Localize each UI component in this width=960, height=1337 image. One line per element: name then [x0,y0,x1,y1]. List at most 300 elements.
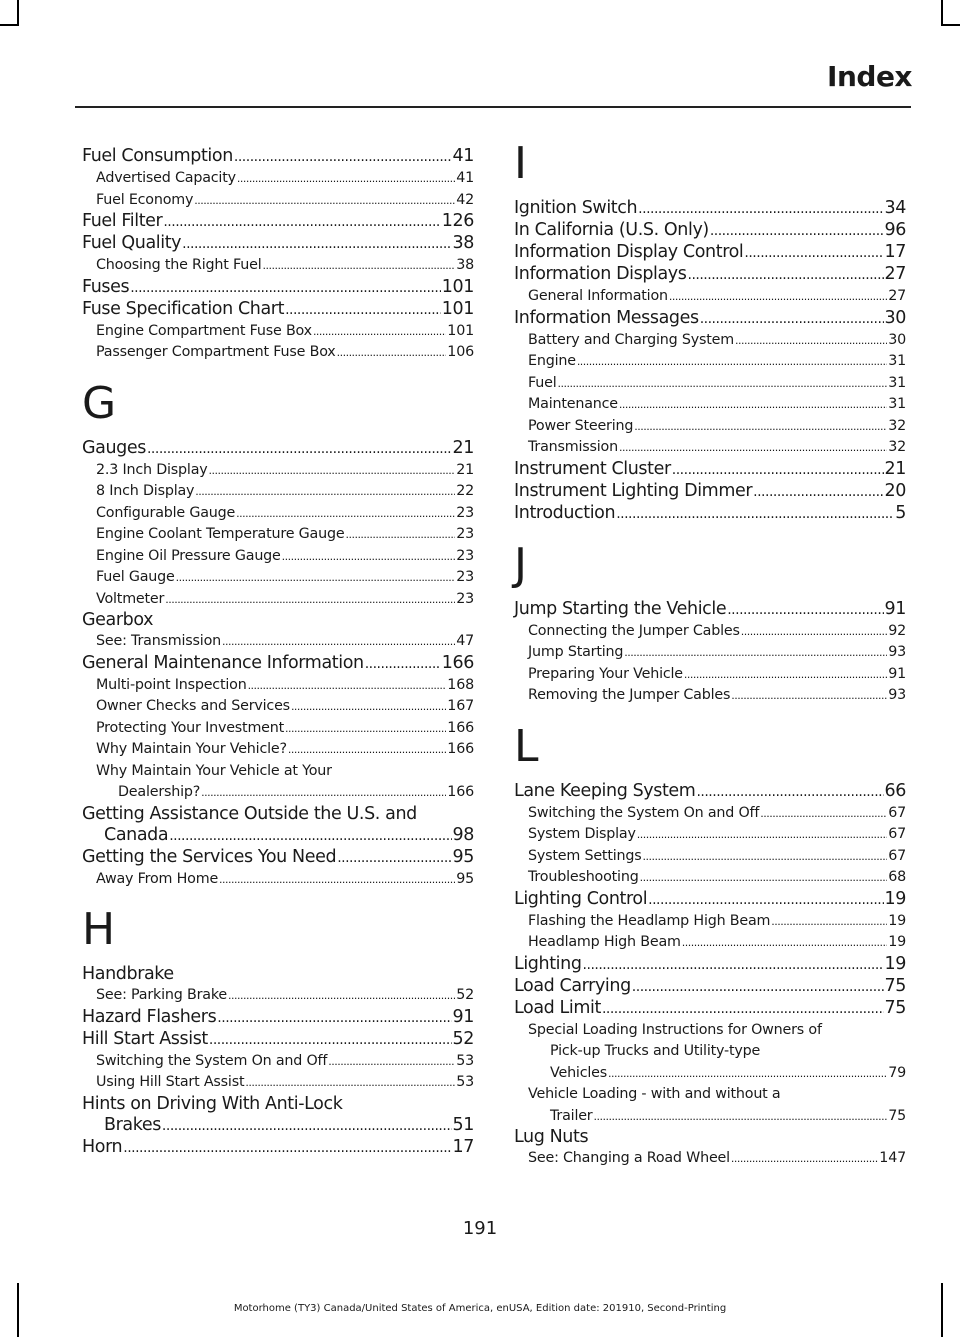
index-subentry[interactable] [82,321,474,343]
entry-text: See: Changing a Road Wheel [528,1150,730,1166]
page-ref: 91 [888,665,906,682]
entry-row [96,739,474,761]
index-subentry[interactable] [82,168,474,190]
leader-dots [217,1008,451,1029]
index-entry[interactable] [514,481,906,503]
leader-dots [577,351,887,373]
page-ref: 79 [888,1064,906,1081]
leader-dots [710,221,884,242]
entry-row [514,308,906,330]
leader-dots [228,985,455,1007]
page-ref: 22 [456,483,474,499]
entry-row [528,373,906,395]
leader-dots [557,373,887,395]
page-ref: 31 [888,396,906,412]
entry-row [514,781,906,803]
page-ref: 96 [884,220,906,240]
entry-row [96,869,474,891]
leader-dots [638,199,883,220]
entry-text: Fuel Economy [96,191,194,208]
index-entry[interactable] [82,1137,474,1159]
entry-row [528,664,906,686]
index-subentry[interactable] [82,524,474,546]
entry-text: General Information [528,288,668,304]
entry-text: See: Parking Brake [96,987,227,1003]
leader-dots [741,621,887,643]
index-subentry[interactable] [514,803,906,825]
index-subentry[interactable] [82,503,474,525]
entry-text: Away From Home [96,870,219,887]
crop-mark-top-left [17,0,19,26]
index-entry[interactable] [82,964,474,985]
entry-row [82,438,474,460]
index-subentry[interactable] [82,255,474,277]
index-subentry[interactable] [514,664,906,686]
page-ref: 23 [456,590,474,607]
entry-row [528,642,906,664]
entry-row [528,330,906,352]
page-ref: 38 [456,257,474,273]
index-entry[interactable] [514,264,906,286]
index-column-left [82,146,474,1159]
entry-text: Handbrake [82,964,174,984]
leader-dots [624,642,887,664]
entry-row [528,824,906,846]
section-letter: J [514,538,527,590]
entry-row [528,1148,906,1170]
page-ref: 27 [884,264,906,284]
entry-text: Choosing the Right Fuel [96,257,262,273]
leader-dots [345,524,455,546]
index-subentry[interactable] [82,190,474,212]
entry-text: Fuses [82,276,130,297]
index-subentry[interactable] [514,1148,906,1170]
entry-row [96,1072,474,1094]
page-ref: 53 [456,1052,474,1069]
page-ref: 32 [888,417,906,434]
index-entry[interactable] [82,1029,474,1051]
entry-text: Power Steering [528,417,634,434]
index-subentry[interactable] [82,739,474,761]
leader-dots [669,286,887,308]
entry-row [96,782,474,804]
index-entry[interactable] [82,211,474,233]
entry-row [82,847,474,869]
entry-text: Preparing Your Vehicle [528,665,683,682]
page-ref: 20 [884,480,906,501]
leader-dots [209,460,456,482]
entry-text: Horn [82,1136,123,1157]
entry-row [96,631,474,653]
page-ref: 75 [884,975,906,996]
entry-row [82,299,474,321]
page-title: Index [827,60,912,93]
entry-row [96,546,474,568]
index-subentry[interactable] [514,642,906,664]
page-ref: 42 [456,191,474,208]
index-subentry[interactable] [514,416,906,438]
index-subentry[interactable] [82,342,474,364]
page-ref: 101 [447,322,474,339]
leader-dots [583,955,884,976]
footer-text: Motorhome (TY3) Canada/United States of America, enUSA, Edition date: 201910, Second-Printing [233,1303,727,1314]
entry-row [96,1051,474,1073]
index-entry[interactable] [514,459,906,481]
index-subentry[interactable] [514,911,906,933]
entry-text: Load Limit [514,997,601,1018]
index-entry[interactable] [514,599,906,621]
leader-dots [169,826,451,847]
index-subentry[interactable] [82,460,474,482]
index-entry[interactable] [82,1007,474,1029]
page-ref: 23 [456,547,474,564]
page-ref: 31 [888,374,906,391]
index-subentry[interactable] [514,351,906,373]
entry-text: Switching the System On and Off [528,804,760,821]
index-subentry[interactable] [82,631,474,653]
entry-text: Fuel Gauge [96,569,175,585]
entry-text: Getting Assistance Outside the U.S. and [82,803,417,824]
page-ref: 166 [441,652,474,673]
index-entry[interactable] [514,503,906,525]
index-entry[interactable] [82,610,474,631]
page-ref: 51 [452,1114,474,1135]
entry-text: Flashing the Headlamp High Beam [528,912,771,929]
page-ref: 23 [456,526,474,542]
page-ref: 21 [452,437,474,458]
entry-row [96,342,474,364]
entry-text: Hazard Flashers [82,1006,217,1027]
header-rule [75,106,911,108]
index-subentry[interactable] [82,481,474,503]
leader-dots [147,439,452,460]
index-subentry[interactable] [514,437,906,459]
page-ref: 52 [456,987,474,1003]
leader-dots [234,147,452,168]
section-letter: G [82,377,117,429]
entry-text: Load Carrying [514,975,631,996]
entry-row [528,621,906,643]
entry-text: Gauges [82,437,146,458]
leader-dots [337,342,447,364]
page-ref: 91 [452,1006,474,1027]
page-ref: 67 [888,804,906,821]
entry-row [528,416,906,438]
leader-dots [632,977,884,998]
leader-dots [236,503,455,525]
index-entry[interactable] [82,146,474,168]
entry-row [528,286,906,308]
entry-row [514,998,906,1020]
entry-text-last: Brakes [104,1114,161,1135]
leader-dots [643,846,888,868]
leader-dots [637,824,887,846]
entry-row [514,976,906,998]
page-ref: 41 [456,170,474,186]
entry-text: Jump Starting [528,644,624,660]
page-ref: 93 [888,687,906,703]
leader-dots [291,696,446,718]
index-entry[interactable] [82,299,474,321]
entry-row [528,1106,906,1128]
page-ref: 95 [456,870,474,887]
entry-row [514,503,906,525]
index-entry[interactable] [82,1094,474,1137]
index-entry[interactable] [514,1127,906,1148]
entry-row [96,524,474,546]
leader-dots [634,416,887,438]
page-ref: 23 [456,504,474,521]
index-subentry[interactable] [514,685,906,707]
entry-row [96,190,474,212]
page-number: 191 [462,1218,498,1239]
leader-dots [219,869,455,891]
index-entry[interactable] [514,889,906,911]
entry-text: Engine [528,353,576,369]
entry-row [82,653,474,675]
entry-row [528,437,906,459]
entry-row [82,825,474,847]
index-subentry[interactable] [514,1084,906,1127]
entry-text: Information Messages [514,307,699,328]
index-subentry[interactable] [82,1072,474,1094]
leader-dots [288,739,446,761]
entry-row [528,911,906,933]
entry-text: Instrument Lighting Dimmer [514,480,753,501]
leader-dots [619,394,887,416]
entry-text: Battery and Charging System [528,331,734,348]
entry-text: Lighting [514,953,582,974]
page-ref: 19 [884,953,906,974]
leader-dots [130,278,441,299]
page-ref: 27 [888,288,906,304]
entry-row [528,803,906,825]
index-entry[interactable] [82,233,474,255]
index-subentry[interactable] [514,373,906,395]
leader-dots [163,212,440,233]
index-subentry[interactable] [514,867,906,889]
page-ref: 147 [879,1150,906,1166]
index-subentry[interactable] [514,286,906,308]
section-letter: H [82,904,116,955]
leader-dots [245,1072,455,1094]
index-entry[interactable] [514,976,906,998]
section-letter: I [514,138,527,189]
entry-text: Using Hill Start Assist [96,1074,245,1090]
entry-row [96,481,474,503]
index-subentry[interactable] [514,1020,906,1085]
entry-text: Voltmeter [96,590,165,607]
page-ref: 101 [441,276,474,297]
leader-dots [222,631,455,653]
entry-row [514,459,906,481]
entry-row [514,889,906,911]
page-ref: 41 [452,146,474,166]
leader-dots [123,1138,451,1159]
crop-mark-top-right [941,0,943,26]
index-subentry[interactable] [82,761,474,804]
leader-dots [616,504,894,525]
page-ref: 67 [888,826,906,842]
index-subentry[interactable] [514,330,906,352]
index-entry[interactable] [82,438,474,460]
crop-mark-top-left-h [0,24,19,26]
index-subentry[interactable] [82,675,474,697]
page-ref: 21 [456,461,474,478]
page-ref: 67 [888,847,906,864]
entry-text: In California (U.S. Only) [514,220,709,240]
page-ref: 98 [452,824,474,845]
index-subentry[interactable] [82,567,474,589]
entry-text: Switching the System On and Off [96,1052,328,1069]
leader-dots [328,1051,455,1073]
leader-dots [771,911,887,933]
leader-dots [640,867,888,889]
index-entry[interactable] [82,804,474,847]
entry-text: Special Loading Instructions for Owners of [528,1021,822,1038]
entry-text: Lug Nuts [514,1127,589,1147]
entry-text: Headlamp High Beam [528,934,681,950]
leader-dots [760,803,887,825]
page-ref: 166 [447,719,474,736]
leader-dots [602,999,884,1020]
page-ref: 167 [447,698,474,714]
index-subentry[interactable] [514,846,906,868]
entry-text: Jump Starting the Vehicle [514,598,727,619]
entry-row [514,1127,906,1148]
entry-row [96,675,474,697]
index-subentry[interactable] [514,621,906,643]
page-ref: 53 [456,1074,474,1090]
index-entry[interactable] [514,998,906,1020]
entry-text: Transmission [528,439,618,455]
entry-row [82,277,474,299]
page-ref: 95 [452,846,474,867]
entry-row [96,589,474,611]
page-ref: 92 [888,622,906,639]
index-subentry[interactable] [82,718,474,740]
leader-dots [285,718,446,740]
page-ref: 47 [456,633,474,649]
entry-row [96,321,474,343]
index-subentry[interactable] [514,394,906,416]
entry-row [528,394,906,416]
entry-text: Vehicle Loading - with and without a [528,1086,781,1102]
entry-row [514,220,906,242]
leader-dots [282,546,456,568]
leader-dots [194,190,455,212]
leader-dots [735,330,887,352]
page-ref: 19 [888,934,906,950]
leader-dots [182,234,451,255]
entry-text: General Maintenance Information [82,652,364,673]
entry-text: Hints on Driving With Anti-Lock [82,1093,343,1114]
leader-dots [684,664,887,686]
entry-row [82,146,474,168]
leader-dots [700,309,884,330]
entry-text-continued: Pick-up Trucks and Utility-type [550,1043,761,1059]
index-subentry[interactable] [514,932,906,954]
page-ref: 32 [888,439,906,455]
entry-text: Troubleshooting [528,869,639,885]
entry-row [528,351,906,373]
index-entry[interactable] [82,847,474,869]
index-entry[interactable] [82,653,474,675]
index-subentry[interactable] [82,869,474,891]
page-ref: 166 [447,741,474,757]
index-subentry[interactable] [82,1051,474,1073]
index-subentry[interactable] [514,824,906,846]
page-ref: 75 [884,997,906,1018]
index-entry[interactable] [514,781,906,803]
entry-row [514,599,906,621]
entry-text-last: Dealership? [118,784,201,800]
page-ref: 66 [884,780,906,801]
leader-dots [337,848,451,869]
index-entry[interactable] [514,220,906,242]
crop-mark-top-right-h [941,24,960,26]
entry-row [96,718,474,740]
page-ref: 23 [456,569,474,585]
entry-text-last: Trailer [550,1107,593,1124]
entry-row [528,846,906,868]
entry-row [82,1137,474,1159]
index-entry[interactable] [514,242,906,264]
entry-text: Owner Checks and Services [96,698,290,714]
leader-dots [162,1116,452,1137]
index-subentry[interactable] [82,546,474,568]
index-column-right [514,138,906,1170]
entry-text: Why Maintain Your Vehicle at Your [96,762,332,779]
entry-row [96,168,474,190]
entry-text: Gearbox [82,610,154,630]
entry-row [528,932,906,954]
index-entry[interactable] [514,954,906,976]
entry-row [82,1029,474,1051]
page-ref: 93 [888,644,906,660]
entry-row [82,964,474,985]
entry-text: Advertised Capacity [96,170,236,186]
leader-dots [176,567,456,589]
index-subentry[interactable] [82,589,474,611]
leader-dots [165,589,455,611]
page-ref: 106 [447,344,474,360]
page-ref: 75 [888,1107,906,1124]
index-entry[interactable] [82,277,474,299]
index-entry[interactable] [514,198,906,220]
leader-dots [285,300,441,321]
page-ref: 34 [884,198,906,218]
index-subentry[interactable] [82,985,474,1007]
leader-dots [731,1148,878,1170]
entry-row [514,198,906,220]
entry-row [96,503,474,525]
index-entry[interactable] [514,308,906,330]
entry-row [96,567,474,589]
entry-text: Fuel Quality [82,233,182,253]
entry-row [82,1007,474,1029]
page-ref: 91 [884,598,906,619]
leader-dots [753,482,883,503]
leader-dots [365,654,441,675]
entry-row [82,211,474,233]
entry-text: Instrument Cluster [514,458,671,479]
leader-dots [594,1106,888,1128]
entry-text: 8 Inch Display [96,483,195,499]
page-ref: 17 [452,1136,474,1157]
index-subentry[interactable] [82,696,474,718]
entry-text-last: Canada [104,824,169,845]
